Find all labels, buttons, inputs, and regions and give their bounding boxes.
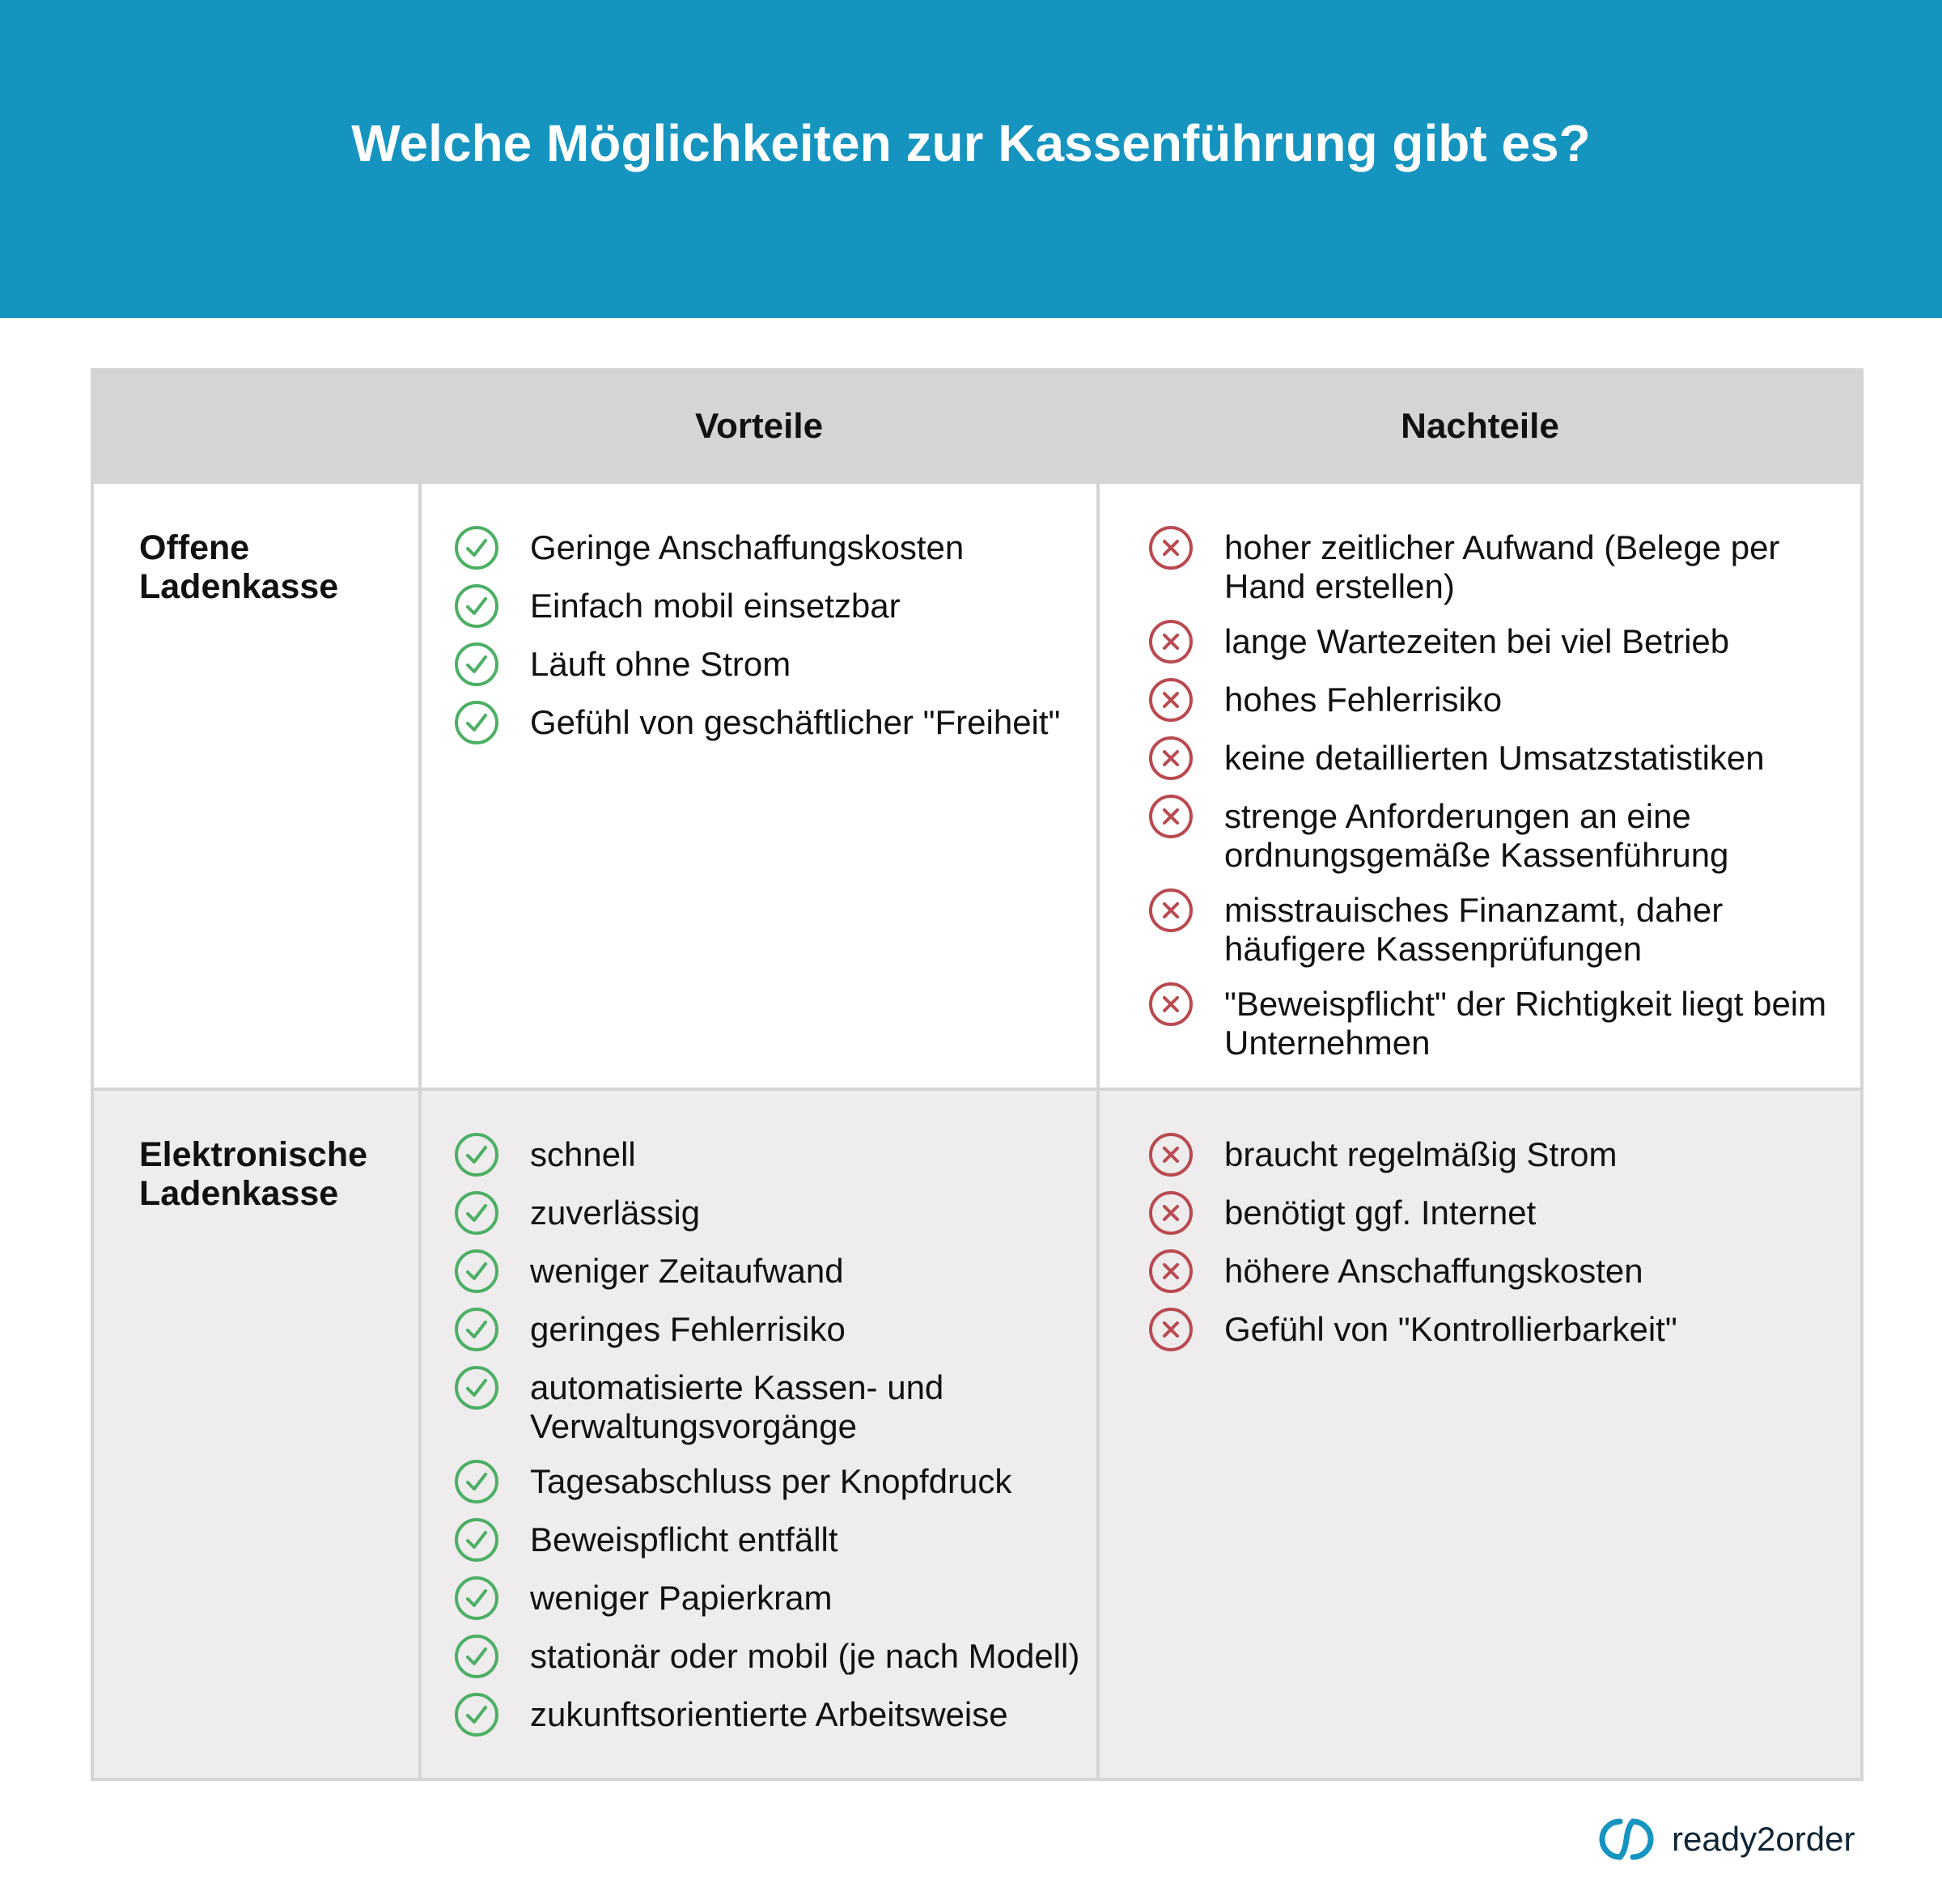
con-text: strenge Anforderungen an eine ordnungsgemäße Kassenführung — [1224, 797, 1729, 874]
con-text: höhere Anschaffungskosten — [1224, 1252, 1643, 1290]
table-header — [94, 371, 1860, 481]
pro-text: Tagesabschluss per Knopfdruck — [530, 1462, 1012, 1500]
pro-item — [422, 703, 1096, 745]
column-header-cons: Nachteile — [1401, 406, 1559, 446]
con-item — [1100, 622, 1860, 664]
pro-text: zuverlässig — [530, 1194, 701, 1232]
cross-icon — [1148, 982, 1194, 1027]
con-item — [1100, 891, 1860, 969]
pro-item — [422, 1194, 1096, 1236]
pro-item — [422, 1695, 1096, 1737]
check-icon — [454, 1634, 499, 1679]
check-icon — [454, 525, 499, 570]
con-text: Gefühl von "Kontrollierbarkeit" — [1224, 1310, 1677, 1348]
pro-item — [422, 1252, 1096, 1294]
cons-cell — [1100, 1091, 1860, 1778]
pro-item — [422, 1520, 1096, 1563]
pros-cell — [422, 1091, 1096, 1778]
check-icon — [454, 1692, 499, 1737]
cross-icon — [1148, 736, 1194, 781]
column-header-pros: Vorteile — [694, 406, 824, 446]
row-label: Elektronische Ladenkasse — [139, 1135, 367, 1213]
pro-text: Einfach mobil einsetzbar — [530, 587, 901, 625]
check-icon — [454, 700, 499, 745]
cross-icon — [1148, 888, 1194, 933]
con-item — [1100, 681, 1860, 723]
con-item — [1100, 985, 1860, 1062]
page-title: Welche Möglichkeiten zur Kassenführung gibt es? — [351, 114, 1591, 172]
con-text: hohes Fehlerrisiko — [1224, 681, 1503, 719]
pro-item — [422, 1135, 1096, 1177]
row-label-cell — [94, 1091, 418, 1778]
pro-text: automatisierte Kassen- und Verwaltungsvorgänge — [530, 1368, 944, 1445]
cross-icon — [1148, 794, 1194, 839]
cons-cell — [1100, 484, 1860, 1088]
check-icon — [454, 1190, 499, 1236]
check-icon — [454, 1365, 499, 1410]
check-icon — [454, 1517, 499, 1563]
pro-item — [422, 1637, 1096, 1679]
con-item — [1100, 1252, 1860, 1294]
row-label-cell — [94, 484, 418, 1088]
pro-item — [422, 587, 1096, 629]
check-icon — [454, 1249, 499, 1294]
pro-text: zukunftsorientierte Arbeitsweise — [530, 1695, 1008, 1733]
check-icon — [454, 1307, 499, 1352]
con-text: lange Wartezeiten bei viel Betrieb — [1224, 622, 1730, 660]
cross-icon — [1148, 677, 1194, 723]
con-text: keine detaillierten Umsatzstatistiken — [1224, 739, 1765, 777]
cross-icon — [1148, 1307, 1194, 1352]
table-row — [94, 1091, 1860, 1778]
pro-item — [422, 528, 1096, 570]
row-label: Offene Ladenkasse — [139, 528, 339, 606]
con-text: "Beweispflicht" der Richtigkeit liegt beim Unternehmen — [1224, 985, 1827, 1062]
table-row — [94, 484, 1860, 1088]
pro-text: Beweispflicht entfällt — [530, 1520, 838, 1558]
con-text: benötigt ggf. Internet — [1224, 1194, 1537, 1232]
logo-icon — [1596, 1817, 1657, 1862]
con-item — [1100, 1135, 1860, 1177]
pro-text: weniger Papierkram — [530, 1579, 833, 1617]
pro-text: schnell — [530, 1135, 636, 1173]
pros-cell — [422, 484, 1096, 1088]
check-icon — [454, 1575, 499, 1621]
check-icon — [454, 642, 499, 687]
con-item — [1100, 797, 1860, 875]
brand-name: ready2order — [1672, 1820, 1855, 1858]
pro-item — [422, 645, 1096, 687]
check-icon — [454, 1132, 499, 1177]
pro-item — [422, 1368, 1096, 1446]
cross-icon — [1148, 525, 1194, 570]
con-item — [1100, 528, 1860, 606]
con-item — [1100, 1310, 1860, 1352]
con-text: braucht regelmäßig Strom — [1224, 1135, 1618, 1173]
pro-text: Läuft ohne Strom — [530, 645, 791, 683]
pro-text: Gefühl von geschäftlicher "Freiheit" — [530, 703, 1061, 741]
pro-text: Geringe Anschaffungskosten — [530, 528, 965, 566]
pro-item — [422, 1462, 1096, 1504]
cross-icon — [1148, 619, 1194, 664]
cross-icon — [1148, 1190, 1194, 1236]
pro-text: weniger Zeitaufwand — [530, 1252, 844, 1290]
cross-icon — [1148, 1132, 1194, 1177]
brand-logo — [1596, 1817, 1855, 1862]
con-text: hoher zeitlicher Aufwand (Belege per Hand erstellen) — [1224, 528, 1780, 605]
pro-text: stationär oder mobil (je nach Modell) — [530, 1637, 1080, 1675]
con-text: misstrauisches Finanzamt, daher häufigere Kassenprüfungen — [1224, 891, 1724, 968]
pro-item — [422, 1310, 1096, 1352]
pro-item — [422, 1579, 1096, 1621]
con-item — [1100, 1194, 1860, 1236]
check-icon — [454, 1459, 499, 1504]
cross-icon — [1148, 1249, 1194, 1294]
comparison-table — [91, 368, 1864, 1781]
con-item — [1100, 739, 1860, 781]
pro-text: geringes Fehlerrisiko — [530, 1310, 846, 1348]
check-icon — [454, 583, 499, 629]
